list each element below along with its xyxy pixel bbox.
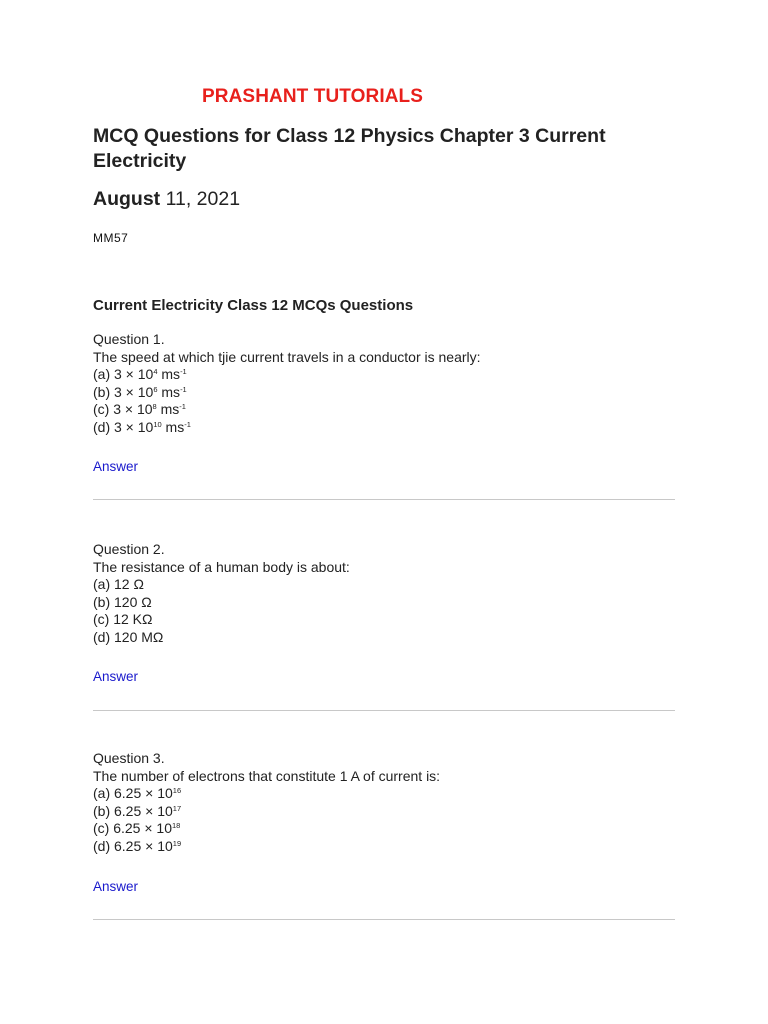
option-text: (b) 3 × 10: [93, 383, 154, 400]
option-text: (c) 12 KΩ: [93, 611, 153, 628]
option-item: [93, 419, 675, 437]
option-item: [93, 401, 675, 419]
option-unit-exponent: -1: [180, 384, 187, 394]
option-item: [93, 629, 675, 647]
option-text: (c) 3 × 10: [93, 401, 153, 418]
option-text: (a) 6.25 × 10: [93, 785, 173, 802]
option-item: [93, 785, 675, 803]
option-text: (d) 6.25 × 10: [93, 837, 173, 854]
option-unit: ms: [157, 383, 181, 400]
option-list: [93, 576, 675, 646]
question-block: [93, 750, 675, 856]
option-list: [93, 366, 675, 436]
question-block: [93, 331, 675, 437]
option-item: [93, 594, 675, 612]
option-text: (a) 12 Ω: [93, 576, 144, 593]
divider: [93, 710, 675, 711]
option-text: (d) 120 MΩ: [93, 628, 164, 645]
option-unit: ms: [161, 418, 185, 435]
question-number: Question 3.: [93, 750, 165, 766]
option-item: [93, 803, 675, 821]
answer-link[interactable]: Answer: [93, 879, 139, 894]
question-number: Question 2.: [93, 541, 165, 557]
option-exponent: 4: [153, 367, 158, 377]
question-number: Question 1.: [93, 331, 165, 347]
question-text: The number of electrons that constitute 1 A of current is:: [93, 767, 441, 784]
author-name: MM57: [93, 231, 129, 245]
option-unit-exponent: -1: [180, 367, 187, 377]
option-text: (b) 120 Ω: [93, 593, 152, 610]
option-text: (a) 3 × 10: [93, 366, 154, 383]
date-month: August: [93, 188, 161, 210]
option-unit-exponent: -1: [179, 402, 186, 412]
answer-link[interactable]: Answer: [93, 459, 139, 474]
page-title: MCQ Questions for Class 12 Physics Chapter 3 Current Electricity: [93, 125, 606, 172]
section-heading: Current Electricity Class 12 MCQs Questions: [93, 297, 414, 314]
option-unit-exponent: -1: [184, 419, 191, 429]
option-item: [93, 366, 675, 384]
option-exponent: 17: [172, 803, 182, 813]
option-item: [93, 838, 675, 856]
option-unit: ms: [156, 401, 180, 418]
option-item: [93, 576, 675, 594]
option-exponent: 19: [172, 838, 182, 848]
date-rest: 11, 2021: [165, 188, 241, 210]
divider: [93, 499, 675, 500]
answer-link[interactable]: Answer: [93, 669, 139, 684]
post-date: [93, 188, 240, 211]
option-exponent: 6: [153, 384, 158, 394]
option-text: (c) 6.25 × 10: [93, 820, 172, 837]
question-text: The resistance of a human body is about:: [93, 558, 350, 575]
option-item: [93, 611, 675, 629]
option-exponent: 8: [152, 402, 157, 412]
option-item: [93, 820, 675, 838]
option-list: [93, 785, 675, 855]
option-exponent: 10: [153, 419, 162, 429]
brand-title: PRASHANT TUTORIALS: [202, 86, 424, 107]
option-item: [93, 384, 675, 402]
option-exponent: 18: [172, 821, 181, 831]
option-text: (b) 6.25 × 10: [93, 802, 173, 819]
option-text: (d) 3 × 10: [93, 418, 154, 435]
divider: [93, 919, 675, 920]
option-unit: ms: [157, 366, 181, 383]
question-block: [93, 541, 675, 647]
option-exponent: 16: [172, 786, 182, 796]
question-text: The speed at which tjie current travels in a conductor is nearly:: [93, 348, 481, 365]
